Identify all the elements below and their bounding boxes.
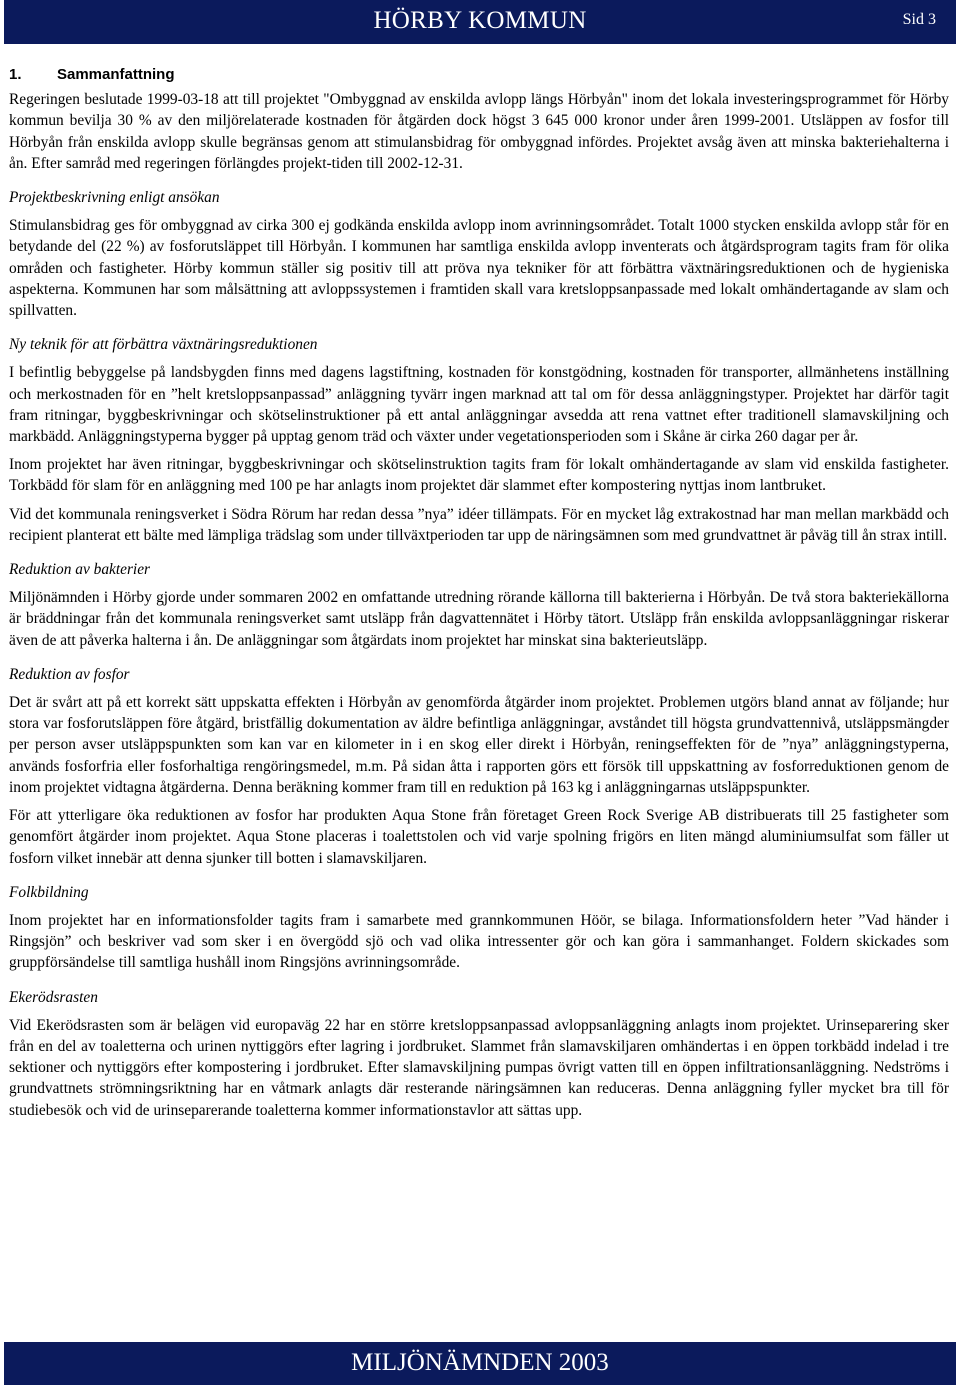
rest-area-heading: Ekerödsrasten: [9, 988, 98, 1006]
education-paragraph: Inom projektet har en informationsfolder tagits fram i samarbete med grannkommunen Höör, se bilaga. Informationsfoldern heter ”Vad händer i Ringsjön” och beskriver vad som sker i en övergödd sjö och vad olika intressenter gör och kan göra i sammanhanget. Foldern skickades som gruppförsändelse till samtliga hushåll inom Ringsjöns avrinningsområde.: [9, 911, 949, 972]
bacteria-heading: Reduktion av bakterier: [9, 561, 151, 579]
project-description-heading: Projektbeskrivning enligt ansökan: [9, 189, 220, 207]
document-body: [9, 56, 949, 1128]
phosphorus-paragraph-2: För att ytterligare öka reduktionen av fosfor har produkten Aqua Stone från företaget Green Rock Sverige AB distribuerats till 25 fastigheter som genomfört åtgärder inom projektet. Aqua Stone placeras i toalettstolen och vid varje spolning frigörs en liten mängd aluminiumsulfat som fäller ut fosforn vilket innebär att denna sjunker till botten i slamavskiljaren.: [9, 807, 949, 867]
section-number: 1.: [9, 66, 22, 83]
new-technology-heading: Ny teknik för att förbättra växtnäringsreduktionen: [9, 336, 318, 354]
header-title: HÖRBY KOMMUN: [373, 7, 587, 34]
section-heading: [9, 64, 949, 85]
bacteria-paragraph: Miljönämnden i Hörby gjorde under sommaren 2002 en omfattande utredning rörande källorna till bakterierna i Hörbyån. De två stora bakteriekällorna är bräddningar från det kommunala reningsverket samt utsläpp från dagvattennätet i Hörby tätort. Utsläpp från enskilda avloppsanläggningar riskerar även de att påverka halterna i ån. De anläggningar som åtgärdats inom projektet har minskat sina bakterieutsläpp.: [9, 589, 949, 649]
rest-area-paragraph: Vid Ekerödsrasten som är belägen vid europaväg 22 har en större kretsloppsanpassad avloppsanläggning anlagts inom projektet. Urinseparering sker från en del av toaletterna och urinen nyttiggörs efter lagring i jordbruket. Slammet från slamavskiljaren omhändertas i en öppen torkbädd indelad i tre sektioner och nyttiggörs efter kompostering i jordbruket. Efter slamavskiljning pumpas övrigt vatten till en öppen infiltrationsanläggning. Nedströms i grundvattnets strömningsriktning har en våtmark anlagts där resterande näringsämnen kan reduceras. Denna anläggning fyller mycket bra till för studiebesök och vid de urinseparerande toaletterna kommer informationstavlor att sättas upp.: [9, 1016, 949, 1119]
page-number: Sid 3: [902, 11, 936, 28]
new-technology-paragraph-2: Inom projektet har även ritningar, byggbeskrivningar och skötselinstruktion tagits fram för lokalt omhändertagande av slam vid enskilda fastigheter. Torkbädd för slam för en anläggning med 100 pe har anlagts inom projektet där slammet efter kompostering nyttjas inom lantbruket.: [9, 456, 949, 495]
section-title: Sammanfattning: [57, 66, 175, 83]
footer-text: MILJÖNÄMNDEN 2003: [351, 1349, 609, 1376]
project-description-paragraph: Stimulansbidrag ges för ombyggnad av cirka 300 ej godkända enskilda avlopp inom avrinningsområdet. Totalt 1000 stycken enskilda avlopp står för en betydande del (22 %) av fosforutsläppet till Hörbyån. I kommunen har samtliga enskilda avlopp inventerats och åtgärdsprogram tagits fram för olika områden och fastigheter. Hörby kommun ställer sig positiv till att pröva nya tekniker för att förbättra växtnäringsreduktionen och de hygieniska aspekterna. Kommunen har som målsättning att avloppssystemen i framtiden skall vara kretsloppsanpassade med lokalt omhändertagande av slam och spillvatten.: [9, 217, 949, 320]
new-technology-paragraph-1: I befintlig bebyggelse på landsbygden finns med dagens lagstiftning, kostnaden för konstgödning, kostnaden för transporter, allmänhetens inställning och merkostnaden för en ”helt kretsloppsanpassad” anläggning tyvärr ingen marknad att tal om för dessa anläggningstyper. Projektet har därför tagit fram ritningar, byggbeskrivningar och skötselinstruktioner på ett antal anläggningar avsedda att rena vattnet efter traditionell slamavskiljning och markbädd. Anläggningstyperna bygger på upptag genom träd och växter under vegetationsperioden som i Skåne är cirka 260 dagar per år.: [9, 364, 949, 446]
phosphorus-heading: Reduktion av fosfor: [9, 665, 130, 683]
education-heading: Folkbildning: [9, 883, 89, 901]
page-header: [4, 0, 956, 44]
page-footer: [4, 1342, 956, 1385]
new-technology-paragraph-3: Vid det kommunala reningsverket i Södra Rörum har redan dessa ”nya” idéer tillämpats. För en mycket låg extrakostnad har man mellan markbädd och recipient planterat ett bälte med lämpliga trädslag som under tillväxtperioden tar upp de näringsämnen som med grundvattnet är påväg till ån strax intill.: [9, 505, 949, 544]
phosphorus-paragraph-1: Det är svårt att på ett korrekt sätt uppskatta effekten i Hörbyån av genomförda åtgärder inom projektet. Problemen utgörs bland annat av följande; hur stora var fosforutsläppen före åtgärd, bristfällig dokumentation av äldre befintliga anläggningar, avståndet till högsta grundvattennivå, utsläppsmängder per person avser utsläppspunkten som kan var en kilometer in i en skog eller direkt i Hörbyån, reningseffekten för de ”nya” anläggningstyperna, används fosforfria eller fosforhaltiga rengöringsmedel, m.m. På sidan åtta i rapporten görs ett försök till uppskattning av fosforreduktionen genom de inom projektet vidtagna åtgärderna. Denna beräkning kommer fram till en reduktion på 163 kg i anläggningarnas utsläppspunkter.: [9, 694, 949, 796]
summary-paragraph: Regeringen beslutade 1999-03-18 att till projektet "Ombyggnad av enskilda avlopp längs Hörbyån" inom det lokala investeringsprogrammet för Hörby kommun bevilja 30 % av den miljörelaterade kostnaden för åtgärden dock högst 3 645 000 kronor under åren 1999-2001. Utsläppen av fosfor till Hörbyån från enskilda avlopp skulle begränsas genom att stimulansbidrag för ombyggnad infördes. Projektet avsåg även att minska bakteriehalterna i ån. Efter samråd med regeringen förlängdes projekt-tiden till 2002-12-31.: [9, 91, 949, 172]
